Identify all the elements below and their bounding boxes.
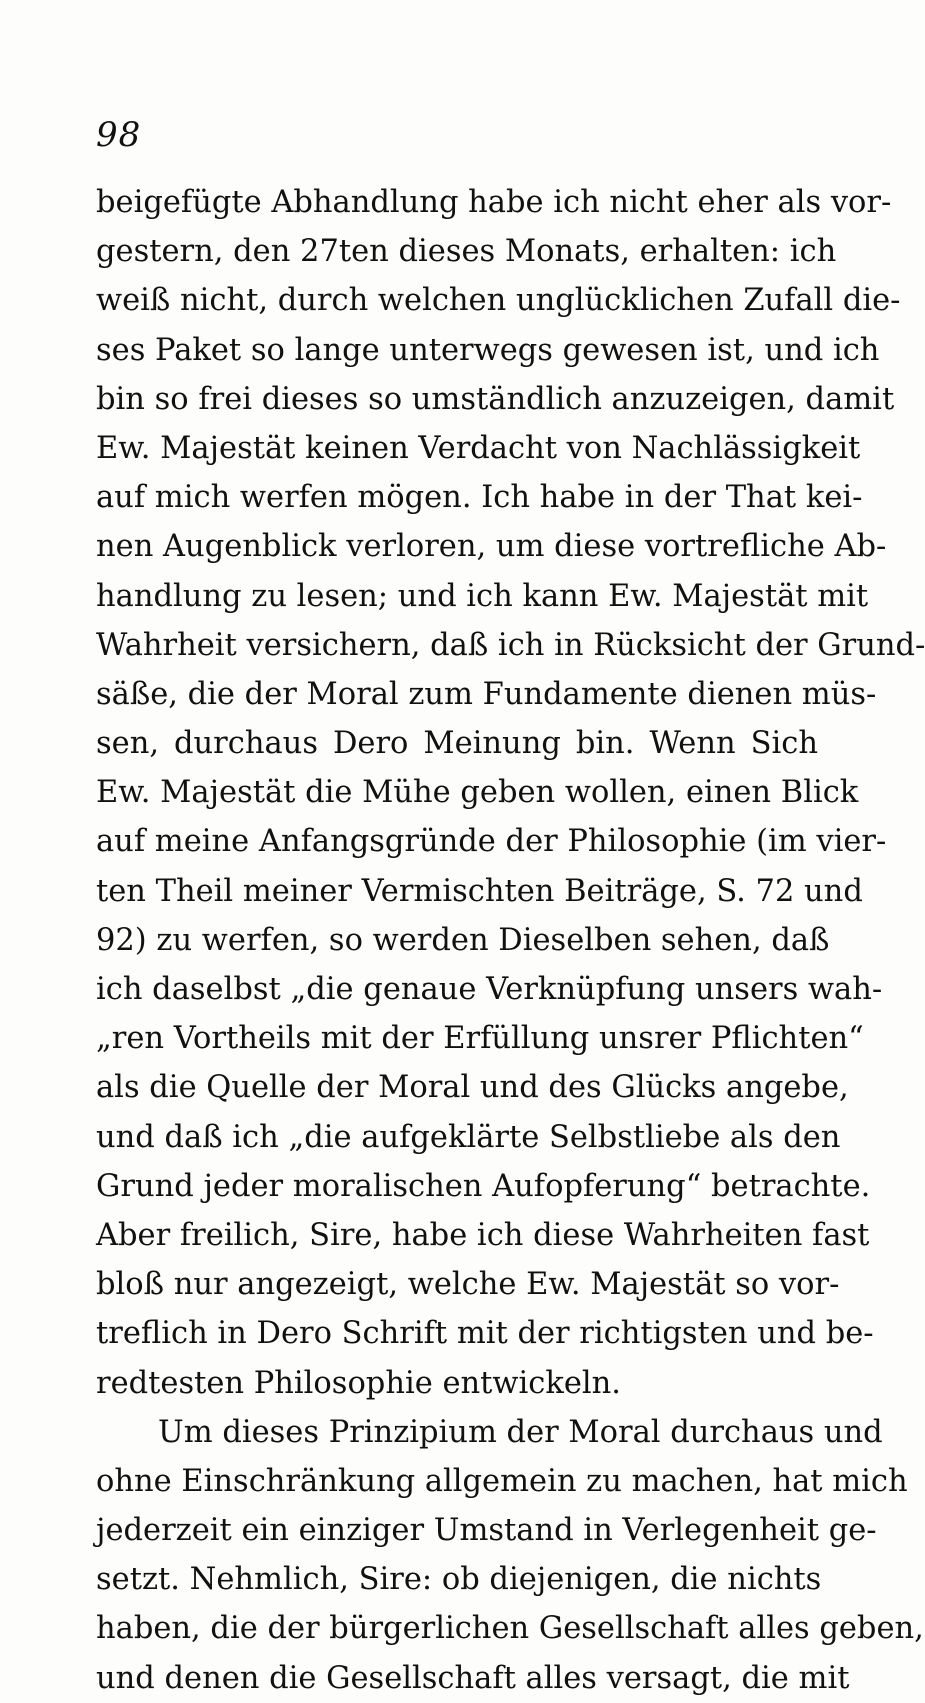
- text-line: handlung zu lesen; und ich kann Ew. Majestät mit: [96, 578, 869, 614]
- text-line: jederzeit ein einziger Umstand in Verlegenheit ge-: [96, 1513, 877, 1549]
- text-line: als die Quelle der Moral und des Glücks angebe,: [96, 1070, 849, 1106]
- text-line-paragraph-start: Um dieses Prinzipium der Moral durchaus und: [158, 1414, 883, 1450]
- text-line-paragraph-end: redtesten Philosophie entwickeln.: [96, 1365, 621, 1401]
- text-line: setzt. Nehmlich, Sire: ob diejenigen, die nichts: [96, 1562, 822, 1598]
- text-line: ich daselbst „die genaue Verknüpfung unsers wah-: [96, 972, 883, 1007]
- text-line: auf meine Anfangsgründe der Philosophie (im vier-: [96, 824, 887, 860]
- text-line: „ren Vortheils mit der Erfüllung unsrer Pflichten“: [96, 1021, 864, 1057]
- text-line: ohne Einschränkung allgemein zu machen, hat mich: [96, 1463, 908, 1499]
- page-number: 98: [96, 115, 142, 155]
- text-line: bloß nur angezeigt, welche Ew. Majestät so vor-: [96, 1267, 840, 1303]
- text-line: sen, durchaus Dero Meinung bin. Wenn Sich: [96, 726, 818, 762]
- text-line: säße, die der Moral zum Fundamente dienen müs-: [96, 676, 877, 712]
- text-line: bin so frei dieses so umständlich anzuzeigen, damit: [96, 381, 895, 417]
- text-line: Ew. Majestät keinen Verdacht von Nachlässigkeit: [96, 430, 861, 466]
- text-line: Wahrheit versichern, daß ich in Rücksicht der Grund-: [96, 627, 925, 663]
- text-line: und daß ich „die aufgeklärte Selbstliebe als den: [96, 1119, 841, 1155]
- text-line: auf mich werfen mögen. Ich habe in der That kei-: [96, 480, 863, 516]
- body-text: [96, 178, 925, 1703]
- text-line: ten Theil meiner Vermischten Beiträge, S. 72 und: [96, 873, 863, 909]
- text-line: Ew. Majestät die Mühe geben wollen, einen Blick: [96, 775, 859, 811]
- text-line: und denen die Gesellschaft alles versagt, die mit: [96, 1660, 850, 1696]
- text-line: gestern, den 27ten dieses Monats, erhalten: ich: [96, 234, 837, 270]
- text-line: nen Augenblick verloren, um diese vortrefliche Ab-: [96, 529, 887, 565]
- text-line: 92) zu werfen, so werden Dieselben sehen, daß: [96, 922, 830, 958]
- text-line: weiß nicht, durch welchen unglücklichen Zufall die-: [96, 283, 901, 319]
- text-line: haben, die der bürgerlichen Gesellschaft alles geben,: [96, 1611, 924, 1647]
- text-line: Aber freilich, Sire, habe ich diese Wahrheiten fast: [96, 1217, 870, 1253]
- text-line: treflich in Dero Schrift mit der richtigsten und be-: [96, 1316, 874, 1352]
- text-line: ses Paket so lange unterwegs gewesen ist, und ich: [96, 332, 880, 368]
- text-line: Grund jeder moralischen Aufopferung“ betrachte.: [96, 1168, 871, 1204]
- text-line: beigefügte Abhandlung habe ich nicht eher als vor-: [96, 185, 892, 220]
